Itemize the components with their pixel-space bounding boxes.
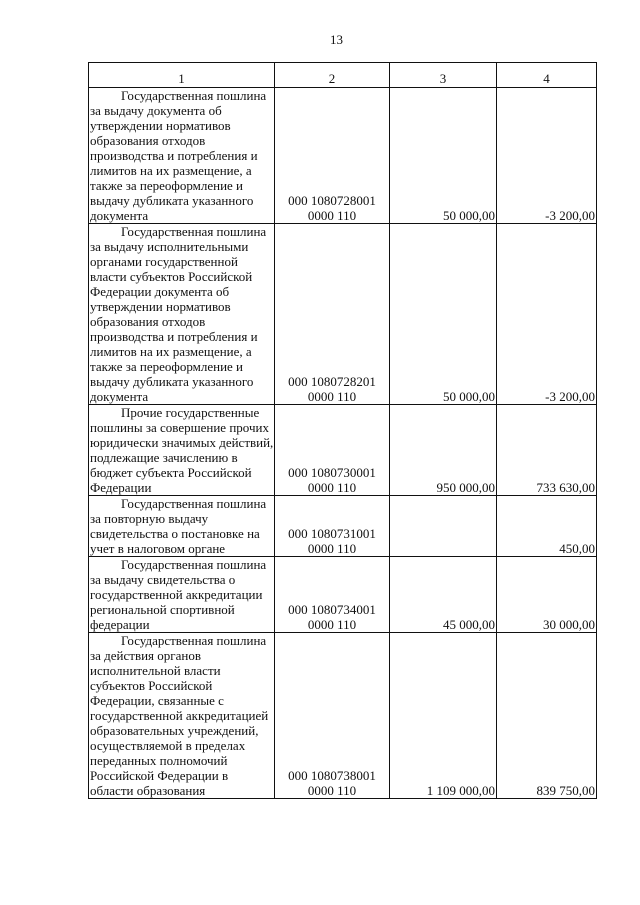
revenue-name-line: образовательных учреждений, [90, 723, 259, 738]
revenue-name-line: Федерации документа об [90, 284, 230, 299]
budget-code-line: 0000 110 [307, 541, 357, 556]
amount-col-4-cell: -3 200,00 [497, 88, 597, 224]
amount-col-3-cell: 45 000,00 [390, 557, 497, 633]
revenue-name-line: документа [90, 208, 149, 223]
amount-col-3-cell: 50 000,00 [390, 88, 497, 224]
budget-code-line: 000 1080728201 [288, 374, 376, 389]
amount-col-3-cell: 50 000,00 [390, 224, 497, 405]
revenue-name-line: Государственная пошлина [121, 496, 267, 511]
budget-code-line: 000 1080738001 [288, 768, 376, 783]
revenue-name-cell [89, 496, 275, 557]
revenue-name-cell [89, 88, 275, 224]
amount-col-4-cell: 839 750,00 [497, 633, 597, 799]
budget-code-line: 0000 110 [307, 480, 357, 495]
revenue-name-line: осуществляемой в пределах [90, 738, 246, 753]
header-col-3: 3 [390, 63, 497, 88]
revenue-name-line: переданных полномочий [90, 753, 228, 768]
revenue-name-line: выдачу дубликата указанного [90, 374, 254, 389]
budget-code-line: 000 1080734001 [288, 602, 376, 617]
amount-col-4-cell: 450,00 [497, 496, 597, 557]
revenue-name-cell [89, 633, 275, 799]
revenue-name-line: субъектов Российской [90, 678, 213, 693]
revenue-name-line: Российской Федерации в [90, 768, 229, 783]
revenue-name-line: органами государственной [90, 254, 238, 269]
table-row [89, 405, 597, 496]
revenue-name-line: свидетельства о постановке на [90, 526, 260, 541]
header-col-1: 1 [89, 63, 275, 88]
budget-code-cell [275, 224, 390, 405]
budget-code-line: 000 1080730001 [288, 465, 376, 480]
revenue-name-line: выдачу дубликата указанного [90, 193, 254, 208]
amount-col-4-cell: -3 200,00 [497, 224, 597, 405]
revenue-name-line: также за переоформление и [90, 178, 244, 193]
revenue-name-line: утверждении нормативов [90, 299, 231, 314]
revenue-name-line: области образования [90, 783, 206, 798]
revenue-name-line: лимитов на их размещение, а [90, 163, 252, 178]
revenue-name-line: также за переоформление и [90, 359, 244, 374]
revenue-name-line: образования отходов [90, 314, 206, 329]
header-col-4: 4 [497, 63, 597, 88]
amount-col-3-cell: 1 109 000,00 [390, 633, 497, 799]
revenue-name-line: Государственная пошлина [121, 633, 267, 648]
revenue-name-line: государственной аккредитацией [90, 708, 269, 723]
budget-code-line: 000 1080731001 [288, 526, 376, 541]
revenue-name-line: Федерации [90, 480, 152, 495]
table-row [89, 633, 597, 799]
revenue-name-line: бюджет субъекта Российской [90, 465, 252, 480]
table-row [89, 557, 597, 633]
amount-col-4-cell: 30 000,00 [497, 557, 597, 633]
budget-table [88, 62, 597, 799]
revenue-name-line: пошлины за совершение прочих [90, 420, 269, 435]
revenue-name-line: за выдачу документа об [90, 103, 222, 118]
revenue-name-line: учет в налоговом органе [90, 541, 226, 556]
budget-code-line: 0000 110 [307, 783, 357, 798]
revenue-name-line: утверждении нормативов [90, 118, 231, 133]
revenue-name-line: образования отходов [90, 133, 206, 148]
budget-code-line: 0000 110 [307, 617, 357, 632]
revenue-name-line: Государственная пошлина [121, 88, 267, 103]
amount-col-3-cell: 950 000,00 [390, 405, 497, 496]
revenue-name-line: государственной аккредитации [90, 587, 263, 602]
revenue-name-line: Государственная пошлина [121, 557, 267, 572]
table-body [89, 88, 597, 799]
revenue-name-line: лимитов на их размещение, а [90, 344, 252, 359]
revenue-name-line: документа [90, 389, 149, 404]
revenue-name-cell [89, 557, 275, 633]
budget-code-cell [275, 496, 390, 557]
amount-col-3-cell [390, 496, 497, 557]
revenue-name-line: подлежащие зачислению в [90, 450, 238, 465]
page-number: 13 [330, 32, 343, 47]
budget-code-cell [275, 88, 390, 224]
header-col-2: 2 [275, 63, 390, 88]
revenue-name-line: федерации [90, 617, 150, 632]
revenue-name-line: за выдачу свидетельства о [90, 572, 236, 587]
revenue-name-line: исполнительной власти [90, 663, 221, 678]
revenue-name-line: юридически значимых действий, [90, 435, 274, 450]
table-row [89, 224, 597, 405]
amount-col-4-cell: 733 630,00 [497, 405, 597, 496]
table-row [89, 88, 597, 224]
revenue-name-line: за действия органов [90, 648, 201, 663]
revenue-name-line: производства и потребления и [90, 329, 258, 344]
revenue-name-line: Федерации, связанные с [90, 693, 224, 708]
revenue-name-line: Прочие государственные [121, 405, 260, 420]
budget-code-line: 0000 110 [307, 389, 357, 404]
table-row [89, 496, 597, 557]
budget-code-line: 0000 110 [307, 208, 357, 223]
revenue-name-line: региональной спортивной [90, 602, 235, 617]
table-header [89, 63, 597, 88]
revenue-name-cell [89, 405, 275, 496]
revenue-name-cell [89, 224, 275, 405]
revenue-name-line: за повторную выдачу [90, 511, 209, 526]
revenue-name-line: Государственная пошлина [121, 224, 267, 239]
budget-code-cell [275, 405, 390, 496]
budget-code-line: 000 1080728001 [288, 193, 376, 208]
revenue-name-line: власти субъектов Российской [90, 269, 253, 284]
revenue-name-line: производства и потребления и [90, 148, 258, 163]
revenue-name-line: за выдачу исполнительными [90, 239, 249, 254]
budget-code-cell [275, 633, 390, 799]
header-row [89, 63, 597, 88]
budget-code-cell [275, 557, 390, 633]
